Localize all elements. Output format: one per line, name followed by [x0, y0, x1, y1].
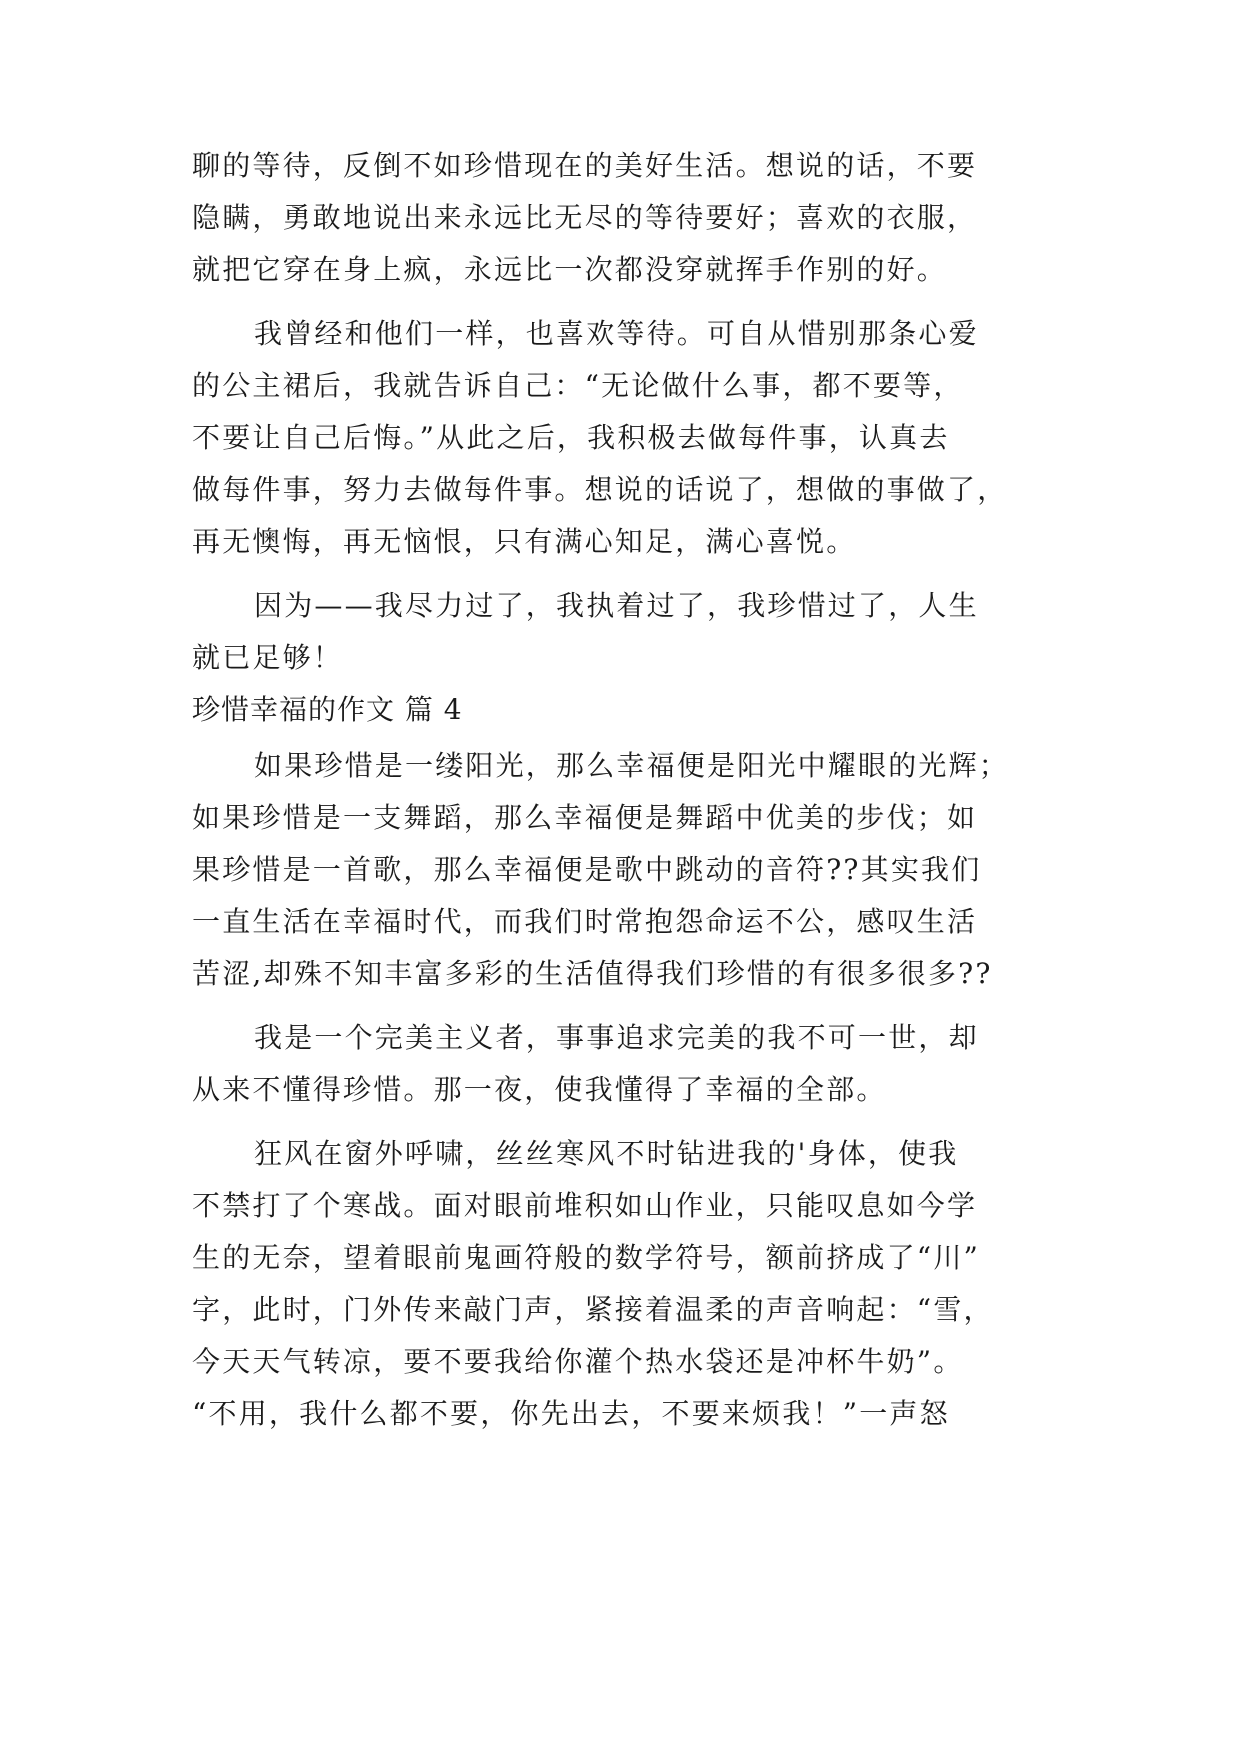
text-line: 苦涩,却殊不知丰富多彩的生活值得我们珍惜的有很多很多??: [192, 957, 993, 990]
text-line: 字，此时，门外传来敲门声，紧接着温柔的声音响起：“雪，: [192, 1293, 994, 1326]
text-line: 再无懊悔，再无恼恨，只有满心知足，满心喜悦。: [192, 525, 857, 558]
text-line: 果珍惜是一首歌，那么幸福便是歌中跳动的音符??其实我们: [192, 853, 982, 886]
text-line: 一直生活在幸福时代，而我们时常抱怨命运不公，感叹生活: [192, 905, 978, 938]
text-line: 今天天气转凉，要不要我给你灌个热水袋还是冲杯牛奶”。: [192, 1345, 964, 1378]
text-line: 聊的等待，反倒不如珍惜现在的美好生活。想说的话，不要: [192, 149, 978, 182]
paragraph-start-line: 如果珍惜是一缕阳光，那么幸福便是阳光中耀眼的光辉；: [254, 749, 1010, 782]
paragraph-start-line: 狂风在窗外呼啸，丝丝寒风不时钻进我的'身体，使我: [254, 1137, 959, 1170]
paragraph-start-line: 因为——我尽力过了，我执着过了，我珍惜过了，人生: [254, 589, 979, 622]
text-line: 不要让自己后悔。”从此之后，我积极去做每件事，认真去: [192, 421, 950, 454]
text-line: “不用，我什么都不要，你先出去，不要来烦我！”一声怒: [192, 1397, 950, 1430]
text-line: 不禁打了个寒战。面对眼前堆积如山作业，只能叹息如今学: [192, 1189, 978, 1222]
paragraph-start-line: 我曾经和他们一样，也喜欢等待。可自从惜别那条心爱: [254, 317, 979, 350]
text-line: 做每件事，努力去做每件事。想说的话说了，想做的事做了，: [192, 473, 1008, 506]
text-line: 就把它穿在身上疯，永远比一次都没穿就挥手作别的好。: [192, 253, 948, 286]
section-heading: 珍惜幸福的作文 篇 4: [192, 693, 463, 726]
paragraph-start-line: 我是一个完美主义者，事事追求完美的我不可一世，却: [254, 1021, 979, 1054]
text-line: 就已足够！: [192, 641, 344, 674]
text-line: 如果珍惜是一支舞蹈，那么幸福便是舞蹈中优美的步伐；如: [192, 801, 978, 834]
text-line: 生的无奈，望着眼前鬼画符般的数学符号，额前挤成了“川”: [192, 1241, 981, 1274]
text-line: 隐瞒，勇敢地说出来永远比无尽的等待要好；喜欢的衣服，: [192, 201, 978, 234]
text-line: 的公主裙后，我就告诉自己：“无论做什么事，都不要等，: [192, 369, 964, 402]
text-line: 从来不懂得珍惜。那一夜，使我懂得了幸福的全部。: [192, 1073, 887, 1106]
